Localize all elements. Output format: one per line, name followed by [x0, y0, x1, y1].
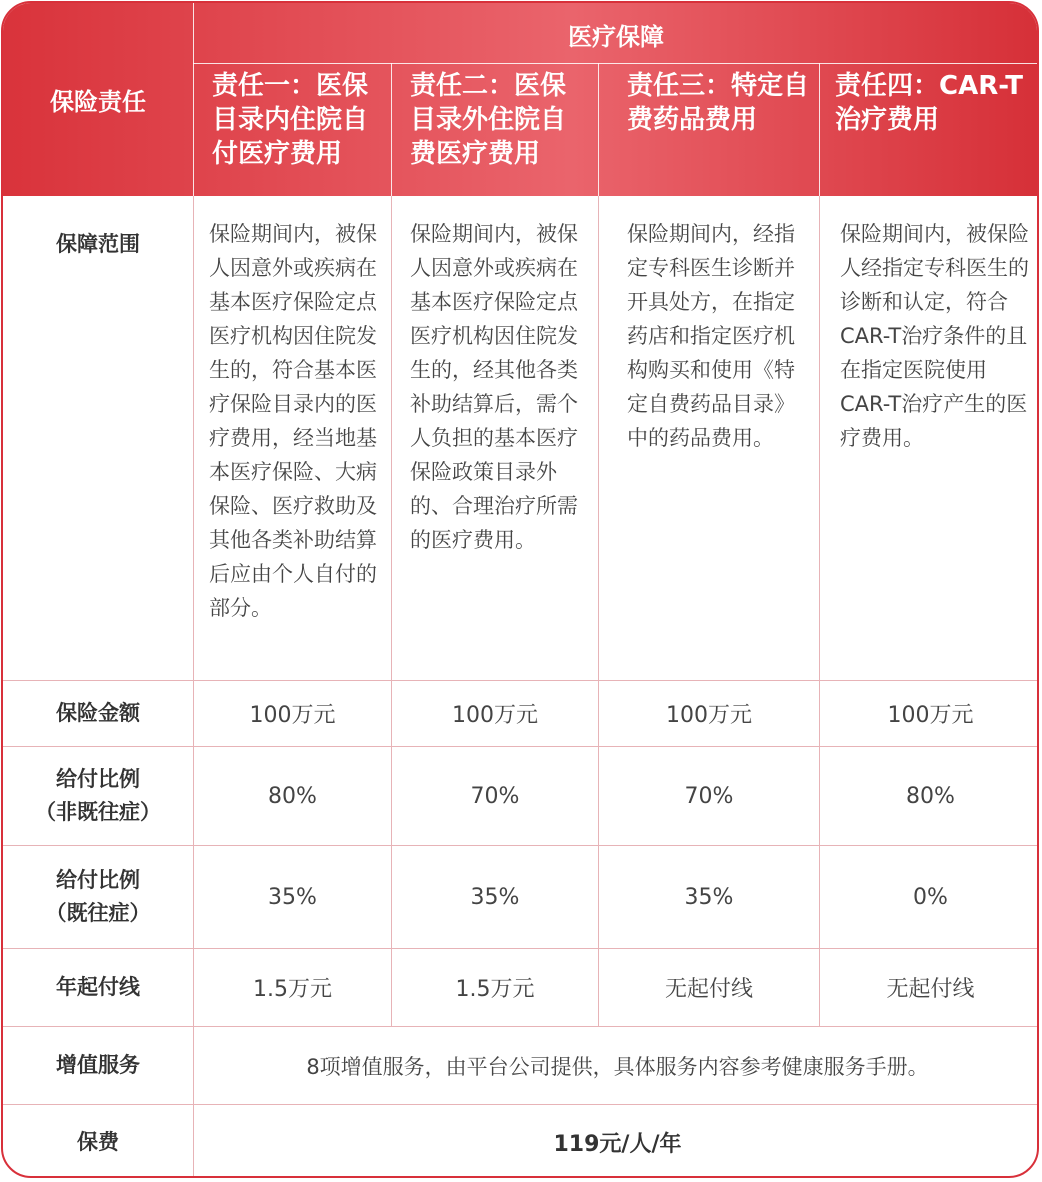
row-label-ratio-non-preexisting — [3, 747, 193, 845]
header-divider — [193, 63, 1039, 64]
column-header-2: 责任二：医保目录外住院自费医疗费用 — [410, 71, 567, 169]
ratio-non-cell-3: 70% — [684, 783, 734, 809]
column-header-3: 责任三：特定自费药品费用 — [627, 71, 810, 135]
amount-cell-1: 100万元 — [249, 703, 336, 728]
ratio-pre-cell-1: 35% — [268, 884, 317, 910]
row-header-title: 保险责任 — [50, 88, 146, 116]
ratio-pre-cell-4: 0% — [913, 884, 948, 910]
premium-cell: 119元/人/年 — [553, 1132, 682, 1157]
header-col-divider-1 — [391, 63, 392, 196]
amount-cell-4: 100万元 — [887, 703, 974, 728]
column-header-1: 责任一：医保目录内住院自付医疗费用 — [212, 71, 369, 169]
header-col-divider-3 — [819, 63, 820, 196]
row-label-ratio-preexisting — [3, 846, 193, 948]
ratio-pre-cell-2: 35% — [470, 884, 520, 910]
ratio-pre-cell-3: 35% — [684, 884, 734, 910]
scope-cell-1: 保险期间内，被保人因意外或疾病在基本医疗保险定点医疗机构因住院发生的，符合基本医疗保险目录内的医疗费用，经当地基本医疗保险、大病保险、医疗救助及其他各类补助结算后应由个人自付的部分。 — [209, 222, 377, 620]
deductible-cell-2: 1.5万元 — [455, 977, 535, 1002]
header-col-divider-0 — [193, 3, 194, 196]
ratio-non-cell-2: 70% — [470, 783, 520, 809]
scope-cell-3: 保险期间内，经指定专科医生诊断并开具处方，在指定药店和指定医疗机构购买和使用《特定自费药品目录》中的药品费用。 — [627, 222, 795, 450]
amount-cell-3: 100万元 — [666, 703, 752, 728]
ratio-non-cell-4: 80% — [906, 783, 955, 809]
ratio-non-label-line2: （非既往症） — [35, 800, 161, 824]
deductible-cell-1: 1.5万元 — [253, 977, 332, 1002]
deductible-cell-3: 无起付线 — [664, 977, 753, 1002]
ratio-pre-label-line2: （既往症） — [45, 901, 151, 925]
group-title: 医疗保障 — [568, 23, 664, 51]
amount-cell-2: 100万元 — [452, 703, 538, 728]
ratio-non-label-line1: 给付比例 — [56, 767, 140, 791]
deductible-cell-4: 无起付线 — [886, 977, 975, 1002]
ratio-non-cell-1: 80% — [268, 783, 317, 809]
scope-cell-4: 保险期间内，被保险人经指定专科医生的诊断和认定，符合CAR-T治疗条件的且在指定医院使用CAR-T治疗产生的医疗费用。 — [840, 222, 1029, 450]
header-col-divider-2 — [598, 63, 599, 196]
row-label-services: 增值服务 — [56, 1053, 140, 1077]
ratio-pre-label-line1: 给付比例 — [56, 868, 140, 892]
row-label-deductible: 年起付线 — [56, 975, 140, 999]
services-cell: 8项增值服务，由平台公司提供，具体服务内容参考健康服务手册。 — [306, 1054, 929, 1079]
insurance-table-card — [1, 1, 1039, 1178]
scope-cell-2: 保险期间内，被保人因意外或疾病在基本医疗保险定点医疗机构因住院发生的，经其他各类补助结算后，需个人负担的基本医疗保险政策目录外的、合理治疗所需的医疗费用。 — [410, 222, 578, 552]
column-header-4: 责任四：CAR-T治疗费用 — [835, 71, 1023, 135]
row-label-premium: 保费 — [77, 1130, 119, 1154]
row-label-scope: 保障范围 — [56, 232, 140, 256]
row-label-amount: 保险金额 — [56, 701, 140, 725]
